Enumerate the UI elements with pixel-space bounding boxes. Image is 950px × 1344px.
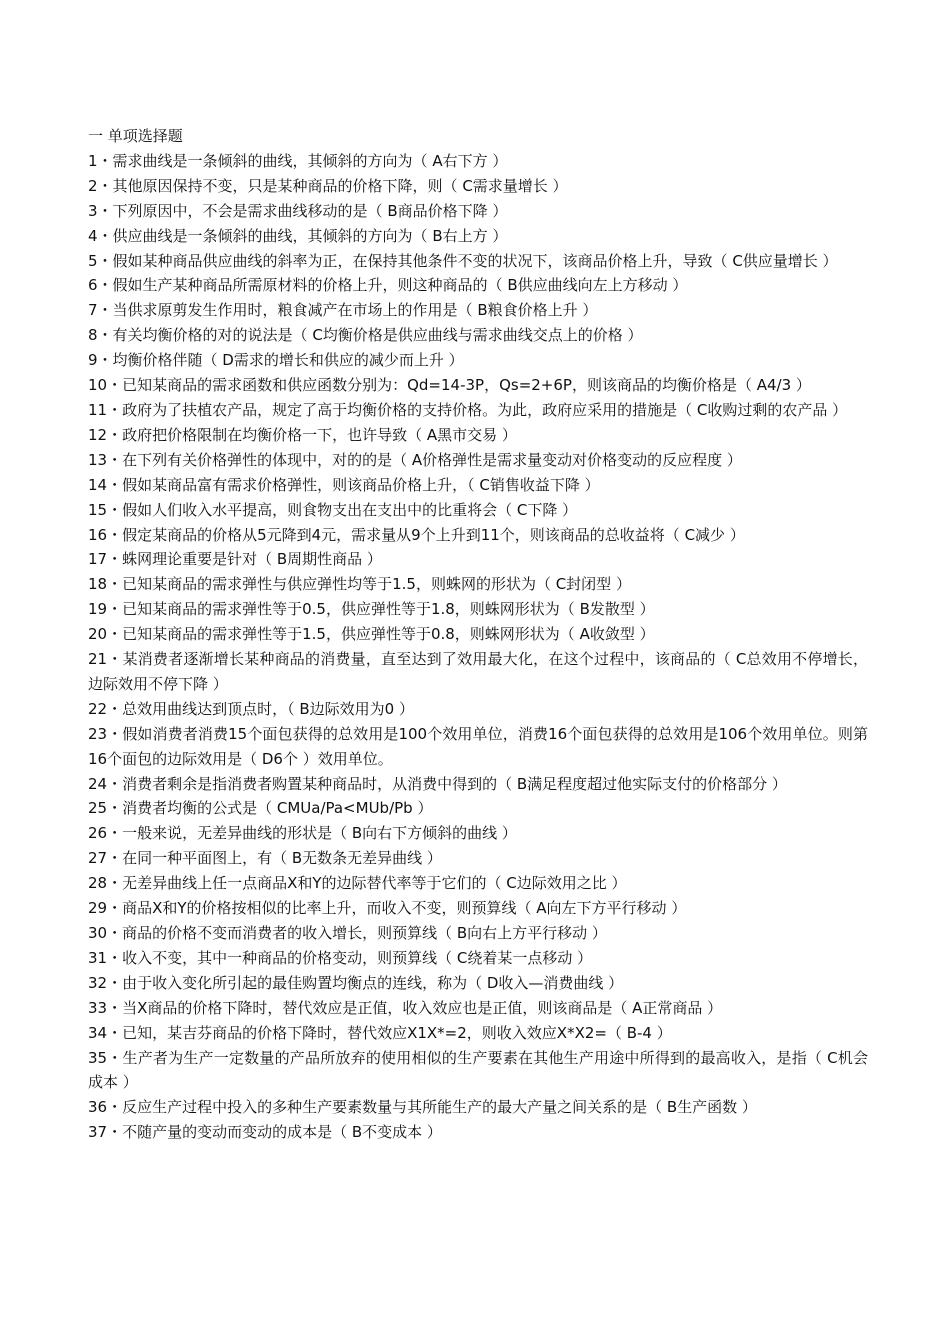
- question-item: 20・已知某商品的需求弹性等于1.5，供应弹性等于0.8，则蛛网形状为（ A收敛型 ）: [88, 625, 655, 644]
- question-item: 9・均衡价格伴随（ D需求的增长和供应的减少而上升 ）: [88, 351, 464, 370]
- question-item: 27・在同一种平面图上，有（ B无数条无差异曲线 ）: [88, 849, 442, 868]
- question-item: 32・由于收入变化所引起的最佳购置均衡点的连线，称为（ D收入—消费曲线 ）: [88, 973, 624, 992]
- question-item: 5・假如某种商品供应曲线的斜率为正，在保持其他条件不变的状况下，该商品价格上升，导致（ C供应量增长 ）: [88, 251, 838, 270]
- question-item: 34・已知，某吉芬商品的价格下降时，替代效应X1X*=2，则收入效应X*X2=（ B-4 ）: [88, 1023, 672, 1042]
- question-item: 11・政府为了扶植农产品，规定了高于均衡价格的支持价格。为此，政府应采用的措施是（ C收购过剩的农产品 ）: [88, 400, 848, 419]
- question-item: 21・某消费者逐渐增长某种商品的消费量，直至达到了效用最大化，在这个过程中，该商品的（ C总效用不停增长，边际效用不停下降 ）: [88, 650, 868, 693]
- question-list: [88, 149, 868, 1145]
- question-item: 28・无差异曲线上任一点商品X和Y的边际替代率等于它们的（ C边际效用之比 ）: [88, 874, 627, 893]
- question-item: 4・供应曲线是一条倾斜的曲线，其倾斜的方向为（ B右上方 ）: [88, 226, 508, 245]
- question-item: 13・在下列有关价格弹性的体现中，对的的是（ A价格弹性是需求量变动对价格变动的反应程度 ）: [88, 450, 742, 469]
- question-item: 14・假如某商品富有需求价格弹性，则该商品价格上升，（ C销售收益下降 ）: [88, 475, 600, 494]
- question-item: 26・一般来说，无差异曲线的形状是（ B向右下方倾斜的曲线 ）: [88, 824, 517, 843]
- question-item: 36・反应生产过程中投入的多种生产要素数量与其所能生产的最大产量之间关系的是（ B生产函数 ）: [88, 1098, 757, 1117]
- question-item: 25・消费者均衡的公式是（ CMUa/Pa<MUb/Pb ）: [88, 799, 433, 818]
- question-item: 3・下列原因中，不会是需求曲线移动的是（ B商品价格下降 ）: [88, 201, 508, 220]
- document-page: [88, 124, 868, 1145]
- question-item: 35・生产者为生产一定数量的产品所放弃的使用相似的生产要素在其他生产用途中所得到的最高收入，是指（ C机会成本 ）: [88, 1048, 868, 1092]
- question-item: 37・不随产量的变动而变动的成本是（ B不变成本 ）: [88, 1123, 442, 1142]
- question-item: 2・其他原因保持不变，只是某种商品的价格下降，则（ C需求量增长 ）: [88, 176, 568, 195]
- question-item: 24・消费者剩余是指消费者购置某种商品时，从消费中得到的（ B满足程度超过他实际支付的价格部分 ）: [88, 774, 787, 793]
- question-item: 22・总效用曲线达到顶点时，（ B边际效用为0 ）: [88, 699, 414, 718]
- question-item: 8・有关均衡价格的对的说法是（ C均衡价格是供应曲线与需求曲线交点上的价格 ）: [88, 326, 643, 345]
- question-item: 1・需求曲线是一条倾斜的曲线，其倾斜的方向为（ A右下方 ）: [88, 151, 508, 170]
- question-item: 31・收入不变，其中一种商品的价格变动，则预算线（ C绕着某一点移动 ）: [88, 948, 593, 967]
- section-heading: 一 单项选择题: [88, 127, 183, 145]
- question-item: 16・假定某商品的价格从5元降到4元，需求量从9个上升到11个，则该商品的总收益将（ C减少 ）: [88, 525, 745, 544]
- question-item: 17・蛛网理论重要是针对（ B周期性商品 ）: [88, 550, 382, 569]
- question-item: 6・假如生产某种商品所需原材料的价格上升，则这种商品的（ B供应曲线向左上方移动 ）: [88, 276, 688, 295]
- question-item: 10・已知某商品的需求函数和供应函数分别为：Qd=14-3P，Qs=2+6P，则该商品的均衡价格是（ A4/3 ）: [88, 376, 811, 395]
- question-item: 15・假如人们收入水平提高，则食物支出在支出中的比重将会（ C下降 ）: [88, 500, 578, 519]
- question-item: 19・已知某商品的需求弹性等于0.5，供应弹性等于1.8，则蛛网形状为（ B发散型 ）: [88, 600, 655, 619]
- question-item: 30・商品的价格不变而消费者的收入增长，则预算线（ B向右上方平行移动 ）: [88, 924, 607, 942]
- question-item: 29・商品X和Y的价格按相似的比率上升，而收入不变，则预算线（ A向左下方平行移动 ）: [88, 899, 687, 918]
- question-item: 12・政府把价格限制在均衡价格一下，也许导致（ A黑市交易 ）: [88, 425, 517, 444]
- question-item: 33・当X商品的价格下降时，替代效应是正值，收入效应也是正值，则该商品是（ A正常商品 ）: [88, 998, 723, 1017]
- question-item: 7・当供求原剪发生作用时，粮食减产在市场上的作用是（ B粮食价格上升 ）: [88, 301, 598, 320]
- question-item: 18・已知某商品的需求弹性与供应弹性均等于1.5，则蛛网的形状为（ C封闭型 ）: [88, 575, 631, 594]
- question-item: 23・假如消费者消费15个面包获得的总效用是100个效用单位，消费16个面包获得的总效用是106个效用单位。则第16个面包的边际效用是（ D6个 ）效用单位。: [88, 724, 868, 768]
